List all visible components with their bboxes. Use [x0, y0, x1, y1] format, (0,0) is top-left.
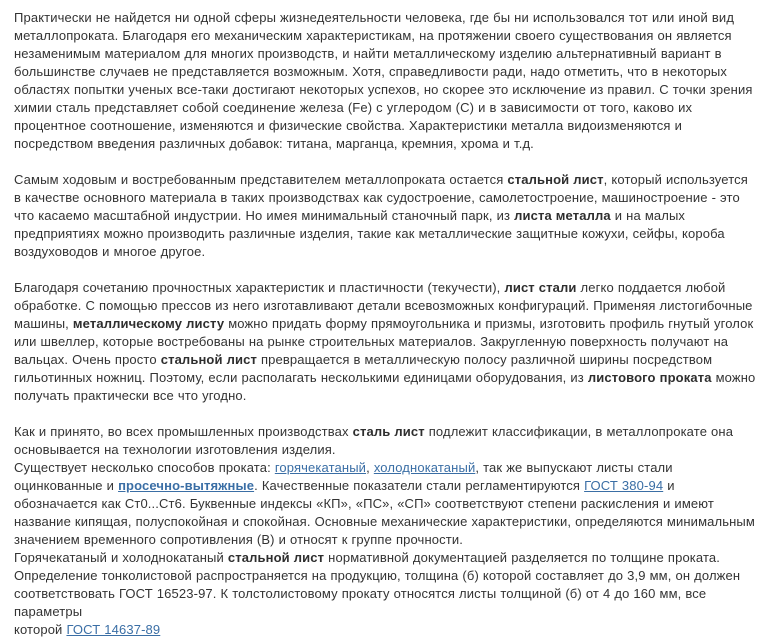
text-run: нормативной документацией разделяется по толщине проката. Определение тонколистовой распространяется на продукцию, толщина (б) которой составляет до 3,9 мм, он должен соответствовать ГОСТ 16523-97. К толстолистовому прокату относятся листы толщиной (б) от 4 до 160 мм, все параметры	[14, 550, 741, 619]
paragraph-6	[14, 549, 757, 637]
link-holodnokatany[interactable]: холоднокатаный	[373, 460, 476, 475]
bold-keyword-stal-list: сталь лист	[352, 424, 425, 439]
text-run: Практически не найдется ни одной сферы жизнедеятельности человека, где бы ни использовался тот или иной вид металлопроката. Благодаря его механическим характеристикам, на протяжении своего существования он является незаменимым материалом для многих производств, и найти металлическому изделию альтернативный вариант в большинстве случаев не представляется возможным. Хотя, справедливости ради, надо отметить, что в некоторых областях попытки ученых все-таки достигают некоторых успехов, но скорее это исключение из правил. С точки зрения химии сталь представляет собой соединение железа (Fe) с углеродом (С) и в зависимости от того, каково их процентное соотношение, изменяются и физические свойства. Характеристики металла видоизменяются и посредством введения различных добавок: титана, марганца, кремния, хрома и т.д.	[14, 10, 753, 151]
link-prosechno-vytyazhnye[interactable]: просечно-вытяжные	[118, 478, 255, 493]
bold-keyword-stalnoy-list-2: стальной лист	[160, 352, 257, 367]
link-gost-clipped[interactable]: ГОСТ 14637-89	[66, 622, 161, 637]
text-run: и на малых предприятиях можно производить различные изделия, такие как металлические защитные кожухи, сейфы, короба воздуховодов и многое другое.	[14, 208, 725, 259]
clipped-last-line	[14, 621, 757, 637]
bold-keyword-lista-metalla: листа металла	[514, 208, 611, 223]
text-run: . Качественные показатели стали регламентируются	[254, 478, 585, 493]
text-run: , так же выпускают листы стали оцинкованные и	[14, 460, 673, 493]
bold-keyword-metallicheskomu-listu: металлическому листу	[72, 316, 225, 331]
text-run: Самым ходовым и востребованным представителем металлопроката остается	[14, 172, 508, 187]
paragraph-4	[14, 423, 757, 459]
text-run: , который используется в качестве основного материала в таких производствах как судостроение, самолетостроение, машиностроение - это что касаемо масштабной индустрии. Но имея минимальный станочный парк, из	[14, 172, 748, 223]
text-run: превращается в металлическую полосу различной ширины посредством гильотинных ножниц. Поэтому, если располагать несколькими единицами оборудования, из	[14, 352, 713, 385]
text-run: можно получать практически все что угодно.	[14, 370, 756, 403]
bold-keyword-listovogo-prokata: листового проката	[587, 370, 712, 385]
bold-keyword-stalnoy-list: стальной лист	[507, 172, 604, 187]
bold-keyword-list-stali: лист стали	[504, 280, 577, 295]
bold-keyword-stalnoy-list-3: стальной лист	[227, 550, 325, 565]
text-run: подлежит классификации, в металлопрокате она основывается на технологии изготовления изделия.	[14, 424, 734, 457]
paragraph-5	[14, 459, 757, 549]
paragraph-2	[14, 171, 757, 261]
text-run: легко поддается любой обработке. С помощью прессов из него изготавливают детали всевозможных конфигураций. Применяя листогибочные машины,	[14, 280, 753, 331]
text-run: которой	[14, 622, 67, 637]
text-run: ,	[366, 460, 374, 475]
link-gost-380-94[interactable]: ГОСТ 380-94	[584, 478, 664, 493]
text-run: можно придать форму прямоугольника и призмы, изготовить профиль гнутый уголок или швеллер, которые востребованы на рынке строительных материалов. Закругленную поверхность получают на вальцах. Очень просто	[14, 316, 754, 367]
text-run: Как и принято, во всех промышленных производствах	[14, 424, 353, 439]
link-goryachekatany[interactable]: горячекатаный	[274, 460, 367, 475]
text-run: и обозначается как Ст0...Ст6. Буквенные индексы «КП», «ПС», «СП» соответствуют степени раскисления и имеют название кипящая, полуспокойная и спокойная. Основные механические характеристики, определяются минимальным значением временного сопротивления (В) и относят к группе прочности.	[14, 478, 755, 547]
paragraph-1	[14, 9, 757, 153]
text-run: Горячекатаный и холоднокатаный	[14, 550, 228, 565]
text-run: Благодаря сочетанию прочностных характеристик и пластичности (текучести),	[14, 280, 505, 295]
text-run: Существует несколько способов проката:	[14, 460, 275, 475]
paragraph-3	[14, 279, 757, 405]
